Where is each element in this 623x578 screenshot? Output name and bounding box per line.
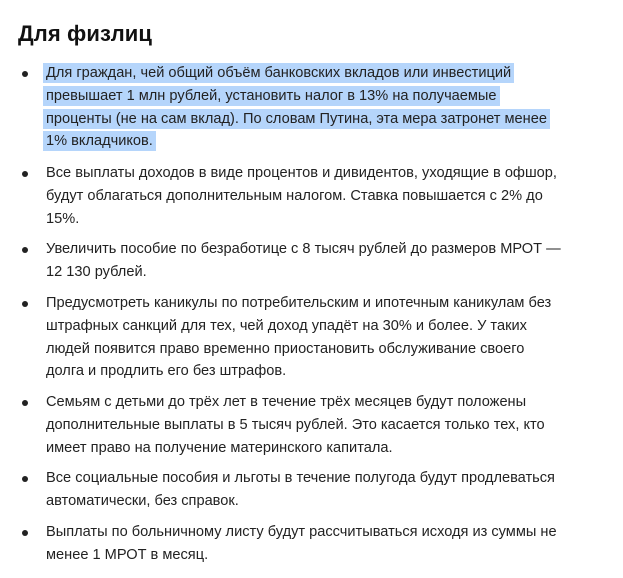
text-line: людей появится право временно приостановить обслуживание своего <box>46 340 525 357</box>
text-line: Выплаты по больничному листу будут рассчитываться исходя из суммы не <box>46 524 557 540</box>
text-line: Все выплаты доходов в виде процентов и дивидентов, уходящие в офшор, <box>46 165 557 181</box>
list-item-text[interactable] <box>46 62 618 153</box>
list-item-text[interactable] <box>46 238 618 284</box>
text-line: Для граждан, чей общий объём банковских вкладов или инвестиций <box>43 63 514 83</box>
section-heading: Для физлиц <box>18 21 153 46</box>
text-line: 15%. <box>46 210 80 227</box>
text-line: проценты (не на сам вклад). По словам Путина, эта мера затронет менее <box>43 109 550 129</box>
list-item-text[interactable] <box>46 292 618 383</box>
text-line: Предусмотреть каникулы по потребительским и ипотечным каникулам без <box>46 295 552 311</box>
text-line: Семьям с детьми до трёх лет в течение трёх месяцев будут положены <box>46 394 527 410</box>
bullet-dot <box>22 476 28 482</box>
list-item-text[interactable] <box>46 467 618 513</box>
bullet-dot <box>22 301 28 307</box>
text-line: дополнительные выплаты в 5 тысяч рублей. Это касается только тех, кто <box>46 416 545 433</box>
bullet-dot <box>22 530 28 536</box>
text-line: долга и продлить его без штрафов. <box>46 363 287 380</box>
bullet-dot <box>22 247 28 253</box>
text-line: менее 1 МРОТ в месяц. <box>46 546 209 563</box>
text-line: 12 130 рублей. <box>46 263 147 280</box>
list-item-text[interactable] <box>46 162 618 230</box>
text-line: Все социальные пособия и льготы в течение полугода будут продлеваться <box>46 470 555 486</box>
bullet-dot <box>22 71 28 77</box>
bullet-dot <box>22 171 28 177</box>
text-line: автоматически, без справок. <box>46 492 239 509</box>
text-line: будут облагаться дополнительным налогом. Ставка повышается с 2% до <box>46 187 543 204</box>
text-line: 1% вкладчиков. <box>43 131 156 151</box>
text-line: Увеличить пособие по безработице с 8 тысяч рублей до размеров МРОТ — <box>46 241 561 257</box>
text-line: имеет право на получение материнского капитала. <box>46 439 393 456</box>
bullet-dot <box>22 400 28 406</box>
text-line: штрафных санкций для тех, чей доход упадёт на 30% и более. У таких <box>46 317 527 334</box>
text-line: превышает 1 млн рублей, установить налог в 13% на получаемые <box>43 86 500 106</box>
list-item-text[interactable] <box>46 391 618 459</box>
list-item-text[interactable] <box>46 521 618 567</box>
